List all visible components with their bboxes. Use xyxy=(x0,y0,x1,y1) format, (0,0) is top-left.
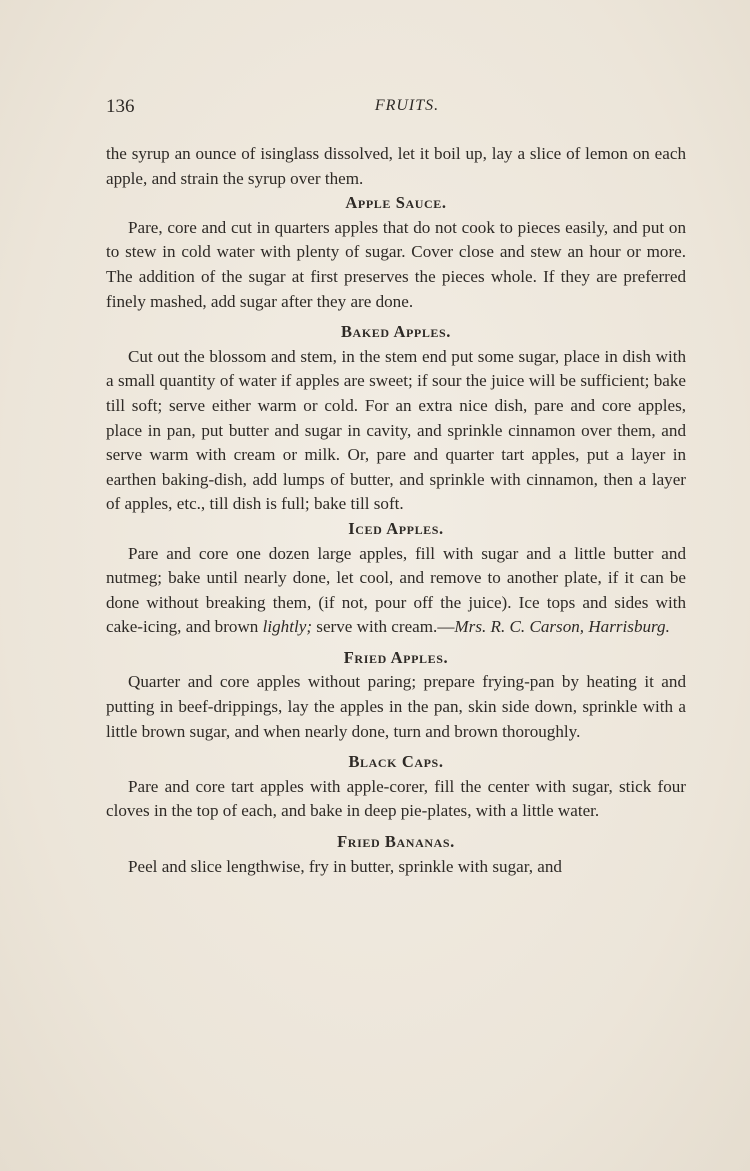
recipe-title-fried-bananas: Fried Bananas. xyxy=(337,832,455,852)
running-head: FRUITS. xyxy=(374,97,440,114)
page-body xyxy=(106,142,686,879)
recipe-text-apple-sauce: Pare, core and cut in quarters apples that do not cook to pieces easily, and put on to stew in cold water with plenty of sugar. Cover close and stew an hour or more. The addition of the sugar at first preserves the pieces whole. If they are preferred finely mashed, add sugar after they are done. xyxy=(106,217,686,311)
recipe-text-black-caps: Pare and core tart apples with apple-corer, fill the center with sugar, stick four cloves in the top of each, and bake in deep pie-plates, with a little water. xyxy=(106,776,686,821)
recipe-title-black-caps: Black Caps. xyxy=(348,752,444,772)
iced-apples-text-after: serve with cream.— xyxy=(316,617,455,637)
recipe-text-baked-apples: Cut out the blossom and stem, in the stem end put some sugar, place in dish with a small quantity of water if apples are sweet; if sour the juice will be sufficient; bake till soft; serve either warm or cold. For an extra nice dish, pare and core apples, place in pan, put butter and sugar in cavity, and sprinkle cinnamon over them, and serve warm with cream or milk. Or, pare and quarter tart apples, put a layer in earthen baking-dish, add lumps of butter, and sprinkle with cinnamon, then a layer of apples, etc., till dish is full; bake till soft. xyxy=(106,346,686,514)
recipe-text-fried-bananas: Peel and slice lengthwise, fry in butter, sprinkle with sugar, and xyxy=(128,856,562,876)
recipe-credit: Mrs. R. C. Carson, Harrisburg. xyxy=(454,617,670,637)
recipe-title-apple-sauce: Apple Sauce. xyxy=(345,193,447,213)
recipe-text-iced-apples xyxy=(106,542,686,640)
page-header xyxy=(106,96,686,120)
recipe-title-fried-apples: Fried Apples. xyxy=(343,647,449,667)
iced-apples-text: Pare and core one dozen large apples, fill with sugar and a little butter and nutmeg; bake until nearly done, let cool, and remove to another plate, if it can be done without breaking them, (if not, pour off the juice). Ice tops and sides with cake-icing, and brown xyxy=(106,543,686,637)
iced-apples-emphasis: lightly; xyxy=(262,617,313,637)
continued-paragraph: the syrup an ounce of isinglass dissolved, let it boil up, lay a slice of lemon on each apple, and strain the syrup over them. xyxy=(106,144,686,188)
recipe-text-fried-apples: Quarter and core apples without paring; prepare frying-pan by heating it and putting in beef-drippings, lay the apples in the pan, skin side down, sprinkle with a little brown sugar, and when nearly done, turn and brown thoroughly. xyxy=(106,672,686,741)
recipe-title-baked-apples: Baked Apples. xyxy=(340,322,452,342)
recipe-title-iced-apples: Iced Apples. xyxy=(348,518,444,538)
page-number: 136 xyxy=(106,96,135,117)
